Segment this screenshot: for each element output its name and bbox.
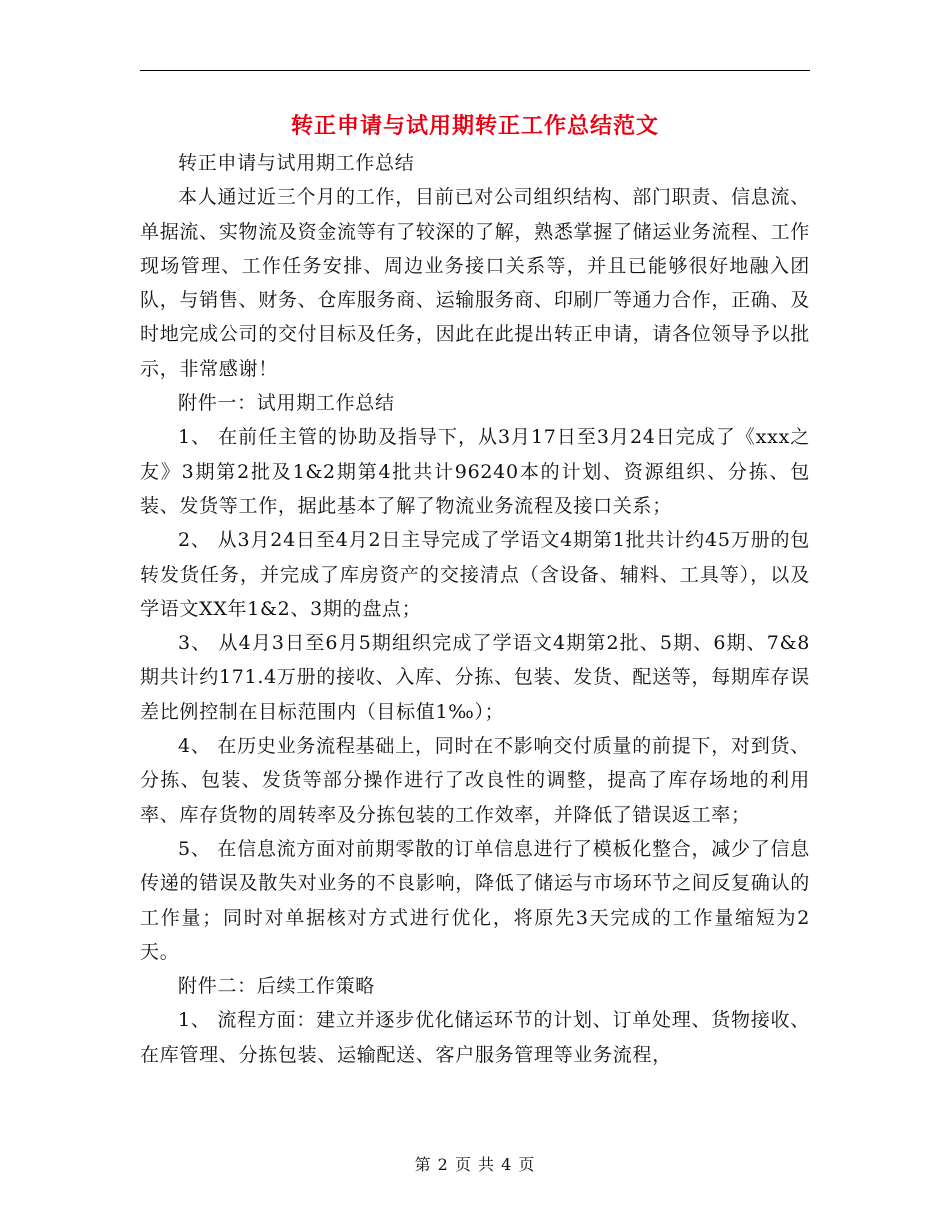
paragraph-subtitle: 转正申请与试用期工作总结 — [178, 152, 415, 174]
paragraph-strategy-1: 1、 流程方面：建立并逐步优化储运环节的计划、订单处理、货物接收、在库管理、分拣包装、运输配送、客户服务管理等业务流程， — [140, 1009, 810, 1066]
paragraph-item-3: 3、 从4月3日至6月5期组织完成了学语文4期第2批、5期、6期、7&8期共计约171.4万册的接收、入库、分拣、包装、发货、配送等，每期库存误差比例控制在目标范围内（目标值1‰）； — [140, 632, 810, 723]
header-rule — [140, 70, 810, 71]
paragraph-appendix-1-heading: 附件一：试用期工作总结 — [178, 392, 395, 415]
paragraph-item-2: 2、 从3月24日至4月2日主导完成了学语文4期第1批共计约45万册的包转发货任务，并完成了库房资产的交接清点（含设备、辅料、工具等），以及学语文XX年1&2、3期的盘点； — [140, 529, 810, 620]
paragraph-item-4: 4、 在历史业务流程基础上，同时在不影响交付质量的前提下，对到货、分拣、包装、发货等部分操作进行了改良性的调整，提高了库存场地的利用率、库存货物的周转率及分拣包装的工作效率，并降低了错误返工率； — [140, 735, 810, 826]
paragraph-intro: 本人通过近三个月的工作，目前已对公司组织结构、部门职责、信息流、单据流、实物流及资金流等有了较深的了解，熟悉掌握了储运业务流程、工作现场管理、工作任务安排、周边业务接口关系等，并且已能够很好地融入团队，与销售、财务、仓库服务商、运输服务商、印刷厂等通力合作，正确、及时地完成公司的交付目标及任务，因此在此提出转正申请，请各位领导予以批示，非常感谢！ — [140, 186, 810, 380]
document-title: 转正申请与试用期转正工作总结范文 — [290, 113, 659, 139]
document-body — [140, 146, 810, 1072]
page-number: 第 2 页 共 4 页 — [414, 1155, 536, 1174]
paragraph-appendix-2-heading: 附件二：后续工作策略 — [178, 975, 376, 998]
paragraph-item-1: 1、 在前任主管的协助及指导下，从3月17日至3月24日完成了《xxx之友》3期第2批及1&2期第4批共计96240本的计划、资源组织、分拣、包装、发货等工作，据此基本了解了物流业务流程及接口关系； — [140, 426, 810, 517]
paragraph-item-5: 5、 在信息流方面对前期零散的订单信息进行了模板化整合，减少了信息传递的错误及散失对业务的不良影响，降低了储运与市场环节之间反复确认的工作量；同时对单据核对方式进行优化，将原先3天完成的工作量缩短为2天。 — [140, 837, 810, 963]
